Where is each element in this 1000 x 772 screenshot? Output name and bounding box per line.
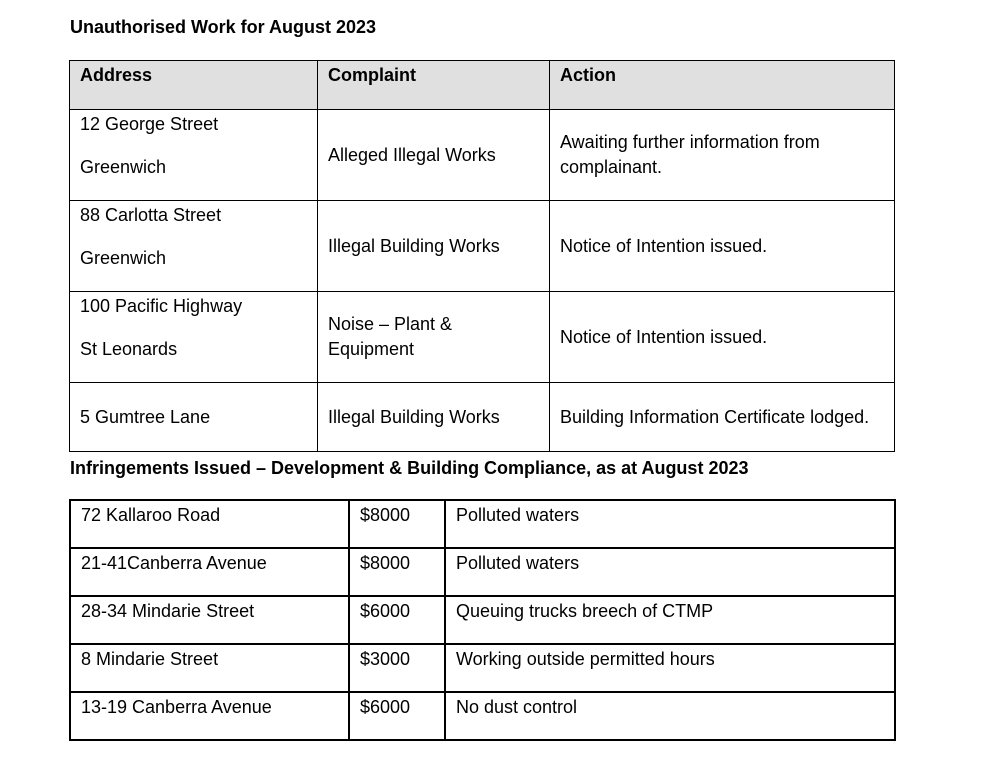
column-header-action: Action — [550, 61, 895, 110]
address-line2: St Leonards — [80, 339, 178, 359]
complaint-cell: Noise – Plant & Equipment — [318, 292, 550, 383]
reason-cell: Queuing trucks breech of CTMP — [445, 596, 895, 644]
address-cell — [70, 383, 318, 452]
address-cell — [70, 201, 318, 292]
address-cell: 13-19 Canberra Avenue — [70, 692, 349, 740]
address-cell: 72 Kallaroo Road — [70, 500, 349, 548]
amount-cell: $6000 — [349, 596, 445, 644]
amount-cell: $3000 — [349, 644, 445, 692]
address-cell — [70, 110, 318, 201]
infringements-table — [69, 499, 896, 741]
reason-cell: No dust control — [445, 692, 895, 740]
amount-cell: $8000 — [349, 500, 445, 548]
amount-cell: $6000 — [349, 692, 445, 740]
table-row — [70, 201, 895, 292]
complaint-cell: Illegal Building Works — [318, 201, 550, 292]
amount-cell: $8000 — [349, 548, 445, 596]
column-header-complaint: Complaint — [318, 61, 550, 110]
table-row — [70, 548, 895, 596]
address-cell — [70, 292, 318, 383]
unauthorised-work-heading: Unauthorised Work for August 2023 — [70, 17, 377, 37]
infringements-heading: Infringements Issued – Development & Building Compliance, as at August 2023 — [70, 458, 749, 478]
address-cell: 21-41Canberra Avenue — [70, 548, 349, 596]
table-row — [70, 692, 895, 740]
table-row — [70, 644, 895, 692]
reason-cell: Polluted waters — [445, 500, 895, 548]
action-cell: Building Information Certificate lodged. — [550, 383, 895, 452]
address-line2: Greenwich — [80, 248, 167, 268]
complaint-cell: Alleged Illegal Works — [318, 110, 550, 201]
address-line2: Greenwich — [80, 157, 167, 177]
unauthorised-work-table — [69, 60, 895, 452]
table-row — [70, 292, 895, 383]
address-line1: 12 George Street — [80, 114, 219, 134]
address-line1: 88 Carlotta Street — [80, 205, 222, 225]
address-line1: 100 Pacific Highway — [80, 296, 243, 316]
complaint-cell: Illegal Building Works — [318, 383, 550, 452]
table-row — [70, 110, 895, 201]
address-cell: 8 Mindarie Street — [70, 644, 349, 692]
table-row — [70, 596, 895, 644]
address-cell: 28-34 Mindarie Street — [70, 596, 349, 644]
action-cell: Notice of Intention issued. — [550, 201, 895, 292]
address-line1: 5 Gumtree Lane — [80, 406, 211, 427]
action-cell: Awaiting further information from complainant. — [550, 110, 895, 201]
table-row — [70, 383, 895, 452]
table-row — [70, 500, 895, 548]
action-cell: Notice of Intention issued. — [550, 292, 895, 383]
reason-cell: Polluted waters — [445, 548, 895, 596]
table-header-row — [70, 61, 895, 110]
reason-cell: Working outside permitted hours — [445, 644, 895, 692]
column-header-address: Address — [70, 61, 318, 110]
